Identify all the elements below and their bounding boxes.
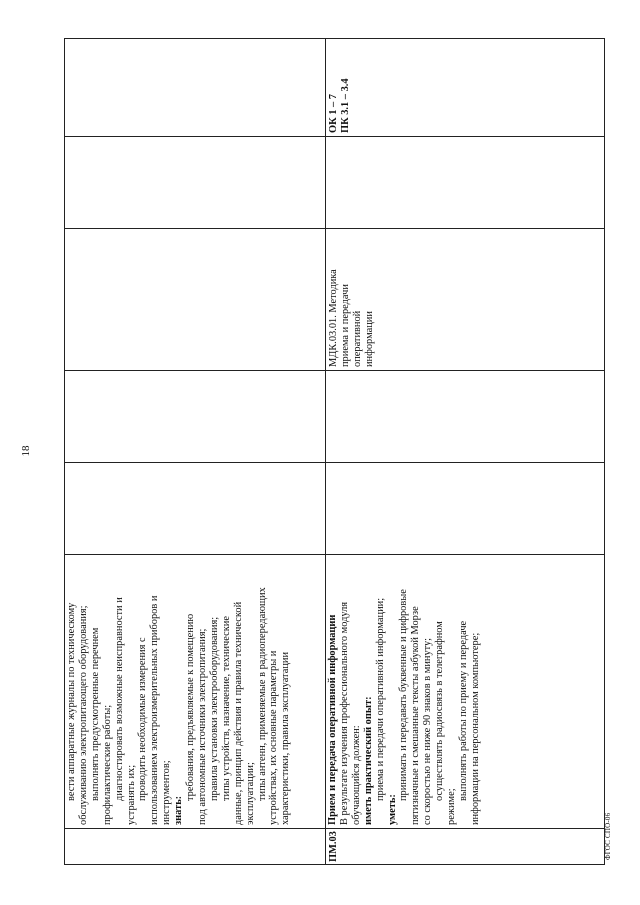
description-line: проводить необходимые измерения с — [137, 637, 149, 801]
page-number: 18 — [20, 445, 32, 457]
description-line: режиме; — [446, 788, 458, 825]
description-line: В результате изучения профессионального модуля — [338, 601, 350, 825]
table-row — [65, 39, 326, 865]
description-lines — [327, 558, 482, 825]
description-line: со скоростью не ниже 90 знаков в минуту; — [422, 637, 434, 825]
description-line: принимать и передавать буквенные и цифровые — [398, 589, 410, 801]
competency-ok: ОК 1 – 7 — [328, 94, 339, 133]
module-code: ПМ.03 — [328, 831, 339, 862]
code-cell-empty — [65, 829, 326, 865]
description-lines — [66, 558, 292, 825]
description-line: обслуживанию электропитающего оборудования; — [77, 605, 89, 825]
description-line: требования, предъявляемые к помещению — [185, 613, 197, 801]
competency-cell — [326, 39, 605, 137]
mdk-line: информации — [363, 311, 375, 367]
mdk-line: оперативной — [351, 310, 363, 367]
description-line: профилактические работы; — [101, 704, 113, 825]
mdk-line: приема и передачи — [339, 284, 351, 367]
description-line: инструментов; — [161, 760, 173, 825]
section-heading: Прием и передача оперативной информации — [327, 614, 338, 825]
hours-cell — [326, 463, 605, 555]
description-line: осуществлять радиосвязь в телеграфном — [434, 621, 446, 801]
footer-label: ФГОС СПО-06 — [604, 812, 612, 860]
description-line: вести аппаратные журналы по техническому — [66, 602, 77, 801]
description-line: обучающийся должен: — [350, 725, 362, 825]
description-line: эксплуатации; — [244, 762, 256, 825]
description-line: приема и передачи оперативной информации; — [374, 597, 386, 801]
description-line: пятизначные и смешанные тексты азбукой Морзе — [410, 606, 422, 825]
module-code-cell — [326, 829, 605, 865]
mdk-cell-empty — [65, 229, 326, 371]
description-line: под автономные источники электропитания; — [196, 628, 208, 825]
description-line: диагностировать возможные неисправности и — [113, 597, 125, 801]
hours-cell — [65, 463, 326, 555]
description-line: устранять их; — [125, 764, 137, 825]
description-line: устройствах, их основные параметры и — [268, 650, 280, 825]
table-row — [326, 39, 605, 865]
description-line: выполнять работы по приему и передаче — [457, 620, 469, 801]
section-heading: уметь: — [386, 794, 398, 825]
hours-cell — [326, 371, 605, 463]
curriculum-table — [64, 38, 605, 865]
description-line: типы антенн, применяемые в радиопередающих — [256, 587, 268, 801]
competency-pk: ПК 3.1 – 3.4 — [339, 78, 351, 133]
description-line: использованием электроизмерительных приборов и — [149, 595, 161, 825]
competency-cell-empty — [65, 39, 326, 137]
empty-cell — [326, 137, 605, 229]
description-line: типы устройств, назначение, технические — [220, 616, 232, 801]
description-line: характеристики, правила эксплуатации — [280, 651, 292, 825]
description-cell — [326, 555, 605, 829]
hours-cell — [65, 371, 326, 463]
description-line: правила установки электрооборудования; — [208, 616, 220, 801]
description-line: информации на персональном компьютере; — [469, 632, 481, 825]
mdk-line: МДК.03.01. Методика — [328, 269, 339, 367]
section-heading: иметь практический опыт: — [362, 696, 374, 825]
description-cell — [65, 555, 326, 829]
description-line: данные, принцип действия и правила технической — [232, 601, 244, 825]
empty-cell — [65, 137, 326, 229]
description-line: выполнять предусмотренные перечнем — [89, 627, 101, 801]
mdk-cell — [326, 229, 605, 371]
section-heading: знать: — [173, 795, 185, 825]
